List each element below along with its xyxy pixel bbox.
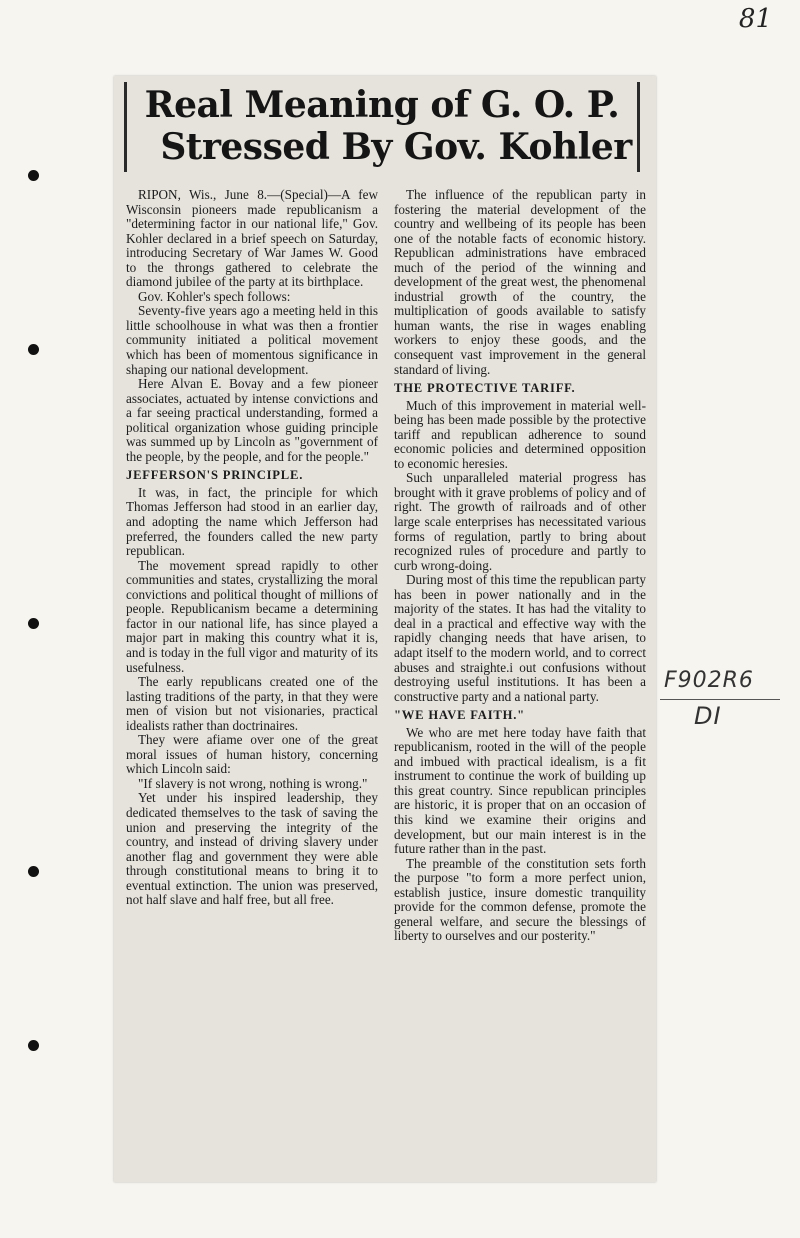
margin-note-underline bbox=[660, 699, 780, 700]
article-paragraph: Such unparalleled material progress has brought with it grave problems of policy and of right. The growth of railroads and of other large scale enterprises has necessitated various forms of regulation, partly to bring about recognized rules of procedure and partly to curb wrong-doing. bbox=[394, 470, 646, 573]
article-column-left bbox=[126, 188, 378, 908]
article-paragraph: The influence of the republican party in fostering the material development of the country and wellbeing of its people has been one of the notable facts of economic history. Republican administrations have embraced much of the period of the winning and development of the great west, the phenomenal industrial growth of the country, the multiplication of goods available to satisfy human wants, the rise in wages enabling workers to enjoy these goods, and the consequent vast improvement in the general standard of living. bbox=[394, 187, 646, 377]
article-paragraph: We who are met here today have faith that republicanism, rooted in the will of the people and imbued with practical idealism, is a fit instrument to continue the work of building up this great country. Since republican principles are historic, it is proper that on an occasion of this kind we examine their origins and development, but our main interest is in the future rather than in the past. bbox=[394, 724, 646, 857]
section-heading: THE PROTECTIVE TARIFF. bbox=[394, 381, 576, 396]
headline-line-2: Stressed By Gov. Kohler bbox=[160, 126, 632, 168]
headline bbox=[124, 82, 640, 172]
punch-hole bbox=[28, 344, 39, 355]
article-paragraph: Much of this improvement in material well-being has been made possible by the protective tariff and republican adherence to sound economic policies and determined opposition to economic heresies. bbox=[394, 397, 646, 471]
section-heading: JEFFERSON'S PRINCIPLE. bbox=[126, 468, 304, 483]
page-number: 81 bbox=[738, 4, 772, 34]
article-column-right bbox=[394, 188, 646, 944]
article-paragraph: The movement spread rapidly to other communities and states, crystallizing the moral convictions and political thought of millions of people. Republicanism became a determining factor in our national life, has since played a major part in making this country what it is, and is today in the full vigor and maturity of its usefulness. bbox=[126, 557, 378, 675]
article-paragraph: Seventy-five years ago a meeting held in this little schoolhouse in what was then a frontier community initiated a political movement which has been of momentous significance in shaping our national development. bbox=[126, 303, 378, 377]
punch-hole bbox=[28, 1040, 39, 1051]
article-paragraph: RIPON, Wis., June 8.—(Special)—A few Wisconsin pioneers made republicanism a "determining factor in our national life," Gov. Kohler declared in a brief speech on Saturday, introducing Secretary of War James W. Good to the throngs gathered to celebrate the diamond jubilee of the party at its birthplace. bbox=[126, 187, 378, 290]
punch-hole bbox=[28, 866, 39, 877]
article-paragraph: The early republicans created one of the lasting traditions of the party, in that they were men of vision but not visionaries, practical idealists rather than doctrinaires. bbox=[126, 674, 378, 733]
section-heading: "WE HAVE FAITH." bbox=[394, 708, 525, 723]
article-paragraph: It was, in fact, the principle for which Thomas Jefferson had stood in an earlier day, and adopting the name which Jefferson had preferred, the founders called the new party republican. bbox=[126, 484, 378, 559]
article-paragraph: Yet under his inspired leadership, they dedicated themselves to the task of saving the union and preserving the integrity of the country, and instead of driving slavery under another flag and government they were able through constitutional means to bring it to eventual extinction. The union was preserved, not half slave and half free, but all free. bbox=[126, 790, 378, 908]
article-paragraph: "If slavery is not wrong, nothing is wrong." bbox=[138, 775, 368, 791]
margin-note-initials: DI bbox=[694, 702, 722, 730]
newspaper-clipping bbox=[114, 76, 656, 1182]
article-paragraph: The preamble of the constitution sets forth the purpose "to form a more perfect union, establish justice, insure domestic tranquility provide for the common defense, promote the general welfare, and secure the blessings of liberty to ourselves and our posterity." bbox=[394, 855, 646, 944]
margin-note-code: F902R6 bbox=[664, 668, 754, 693]
article-paragraph: Gov. Kohler's spech follows: bbox=[138, 288, 291, 304]
headline-line-1: Real Meaning of G. O. P. bbox=[144, 84, 620, 126]
article-paragraph: Here Alvan E. Bovay and a few pioneer associates, actuated by intense convictions and a far seeing practical understanding, formed a political organization whose guiding principle was summed up by Lincoln as "government of the people, by the people, and for the people." bbox=[126, 376, 378, 464]
punch-hole bbox=[28, 170, 39, 181]
article-paragraph: During most of this time the republican party has been in power nationally and in the majority of the states. It has had the vitality to deal in a practical and effective way with the rapidly changing needs that have arisen, to adapt itself to the modern world, and to correct abuses and straighte.i out confusions without destroying useful institutions. It has been a constructive party and a national party. bbox=[394, 572, 646, 704]
article-paragraph: They were afiame over one of the great moral issues of human history, concerning which Lincoln said: bbox=[126, 732, 378, 777]
punch-hole bbox=[28, 618, 39, 629]
